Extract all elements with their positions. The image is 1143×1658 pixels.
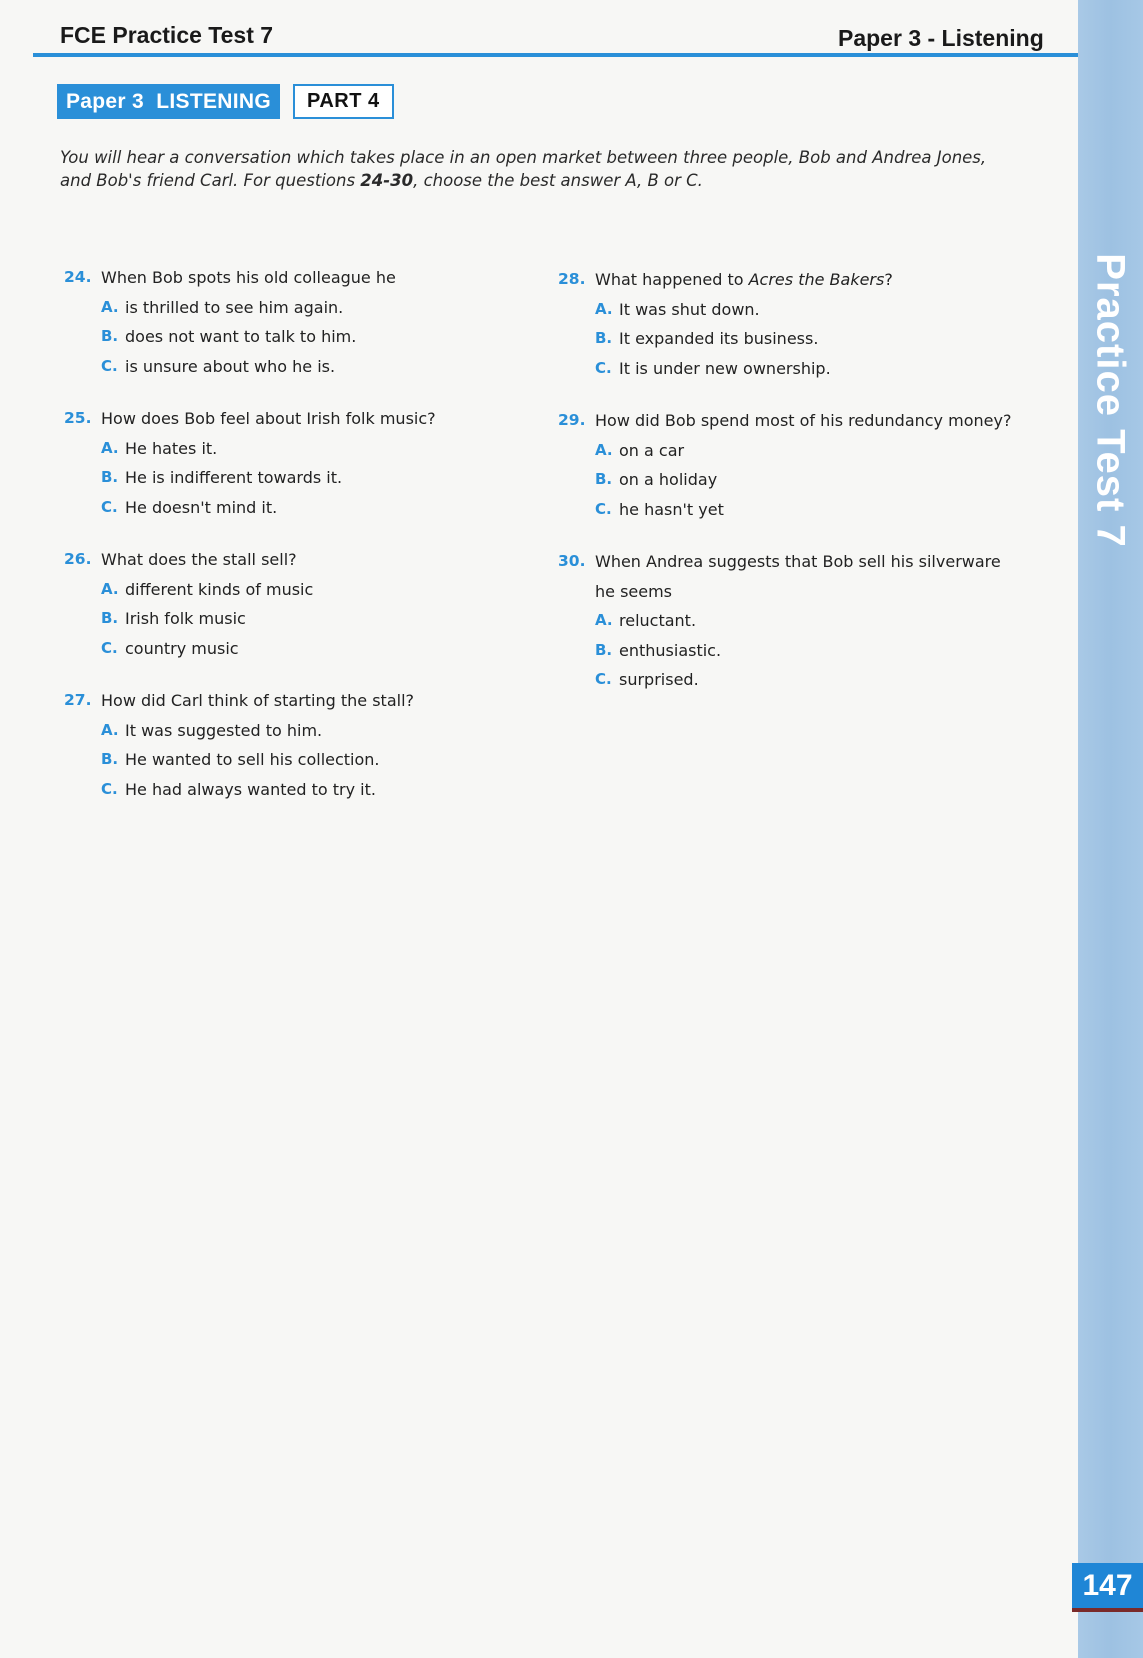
- answer-option-b[interactable]: [558, 636, 1028, 666]
- question-stem: [64, 686, 534, 716]
- question-text: What does the stall sell?: [101, 550, 297, 569]
- question-text-continued: he seems: [595, 581, 673, 601]
- answer-option-a[interactable]: [558, 436, 1028, 466]
- question-28: [558, 265, 1028, 383]
- side-title-text: Practice Test 7: [1088, 252, 1133, 548]
- option-text: country music: [125, 638, 239, 658]
- answer-option-c[interactable]: [558, 354, 1028, 384]
- question-30: [558, 547, 1028, 695]
- option-text: He is indifferent towards it.: [125, 468, 343, 487]
- question-text: How did Carl think of starting the stall?: [101, 691, 415, 710]
- option-letter: C.: [101, 356, 118, 375]
- answer-option-a[interactable]: [64, 293, 534, 323]
- answer-option-b[interactable]: [64, 745, 534, 775]
- question-number: 28.: [558, 270, 586, 288]
- answer-option-c[interactable]: [558, 665, 1028, 695]
- answer-option-b[interactable]: [64, 463, 534, 493]
- option-letter: A.: [101, 438, 119, 457]
- question-number: 27.: [64, 691, 92, 709]
- answer-option-c[interactable]: [64, 352, 534, 382]
- header-section-title: Paper 3 - Listening: [838, 25, 1044, 51]
- option-text: He wanted to sell his collection.: [125, 750, 380, 769]
- answer-option-b[interactable]: [558, 324, 1028, 354]
- option-letter: B.: [595, 640, 613, 659]
- question-text: How does Bob feel about Irish folk music?: [101, 409, 436, 428]
- option-letter: B.: [595, 329, 613, 347]
- question-stem: [558, 547, 1028, 577]
- option-letter: C.: [101, 497, 118, 516]
- answer-option-b[interactable]: [558, 465, 1028, 495]
- option-text: enthusiastic.: [619, 640, 722, 660]
- option-text: Irish folk music: [125, 609, 246, 628]
- answer-option-a[interactable]: [558, 606, 1028, 636]
- option-letter: B.: [101, 327, 119, 345]
- question-25: [64, 404, 534, 522]
- instructions-text-1: You will hear a conversation which takes place in an open market between three people, Bob and Andrea Jones, and Bob's friend Carl. For questions: [60, 148, 987, 190]
- side-title: [1082, 240, 1138, 560]
- section-tag: Paper 3 LISTENING: [57, 84, 280, 119]
- option-text: is thrilled to see him again.: [125, 297, 344, 317]
- answer-option-c[interactable]: [64, 634, 534, 664]
- option-text: It expanded its business.: [619, 329, 819, 348]
- question-stem: [64, 263, 534, 293]
- question-26: [64, 545, 534, 663]
- answer-option-a[interactable]: [64, 575, 534, 605]
- question-stem: [558, 406, 1028, 436]
- answer-option-a[interactable]: [64, 716, 534, 746]
- answer-option-c[interactable]: [64, 493, 534, 523]
- question-stem: [558, 265, 1028, 295]
- answer-option-a[interactable]: [64, 434, 534, 464]
- option-text: on a car: [619, 440, 685, 460]
- option-letter: A.: [595, 611, 613, 629]
- part-tag: PART 4: [293, 84, 394, 119]
- question-29: [558, 406, 1028, 524]
- question-number: 25.: [64, 409, 92, 427]
- option-letter: A.: [101, 720, 119, 739]
- question-text-end: ?: [884, 270, 893, 289]
- instructions-range: 24-30: [360, 171, 414, 190]
- option-letter: C.: [595, 358, 612, 377]
- instructions: [60, 146, 1020, 192]
- question-number: 26.: [64, 550, 92, 568]
- header-divider: [33, 53, 1078, 57]
- questions-left-column: [64, 263, 534, 827]
- question-text: What happened to: [595, 270, 749, 289]
- question-number: 30.: [558, 552, 586, 570]
- option-text: is unsure about who he is.: [125, 356, 336, 376]
- option-text: He doesn't mind it.: [125, 497, 278, 517]
- option-letter: A.: [595, 440, 613, 459]
- option-letter: B.: [595, 470, 613, 488]
- questions-right-column: [558, 265, 1028, 718]
- option-letter: C.: [595, 499, 612, 518]
- option-letter: A.: [101, 297, 119, 316]
- question-number: 24.: [64, 268, 92, 286]
- answer-option-b[interactable]: [64, 322, 534, 352]
- option-text: He had always wanted to try it.: [125, 779, 376, 799]
- option-text: He hates it.: [125, 438, 218, 458]
- question-24: [64, 263, 534, 381]
- answer-option-b[interactable]: [64, 604, 534, 634]
- option-letter: B.: [101, 609, 119, 627]
- question-text: When Bob spots his old colleague he: [101, 268, 396, 287]
- page-number-underline: [1072, 1608, 1143, 1612]
- instructions-letters: A, B or C.: [625, 171, 703, 190]
- option-text: It was suggested to him.: [125, 720, 323, 740]
- instructions-text-2: , choose the best answer: [413, 171, 626, 190]
- option-text: surprised.: [619, 670, 699, 689]
- option-letter: C.: [595, 670, 612, 688]
- question-text: When Andrea suggests that Bob sell his silverware: [595, 552, 1001, 571]
- header-book-title: FCE Practice Test 7: [60, 22, 274, 48]
- answer-option-c[interactable]: [558, 495, 1028, 525]
- page-number: 147: [1072, 1563, 1143, 1608]
- option-letter: B.: [101, 750, 119, 768]
- option-letter: C.: [101, 638, 118, 657]
- option-text: different kinds of music: [125, 579, 314, 599]
- question-stem: [64, 545, 534, 575]
- option-text: reluctant.: [619, 611, 697, 630]
- question-27: [64, 686, 534, 804]
- option-text: It was shut down.: [619, 299, 760, 319]
- answer-option-a[interactable]: [558, 295, 1028, 325]
- question-number: 29.: [558, 411, 586, 429]
- option-text: on a holiday: [619, 470, 718, 489]
- option-text: does not want to talk to him.: [125, 327, 357, 346]
- question-text: How did Bob spend most of his redundancy money?: [595, 411, 1012, 430]
- answer-option-c[interactable]: [64, 775, 534, 805]
- question-stem: [64, 404, 534, 434]
- option-letter: B.: [101, 468, 119, 486]
- option-letter: A.: [101, 579, 119, 598]
- question-text-italic: Acres the Bakers: [748, 270, 885, 289]
- option-letter: C.: [101, 779, 118, 798]
- option-text: It is under new ownership.: [619, 358, 831, 378]
- option-letter: A.: [595, 299, 613, 318]
- option-text: he hasn't yet: [619, 499, 724, 519]
